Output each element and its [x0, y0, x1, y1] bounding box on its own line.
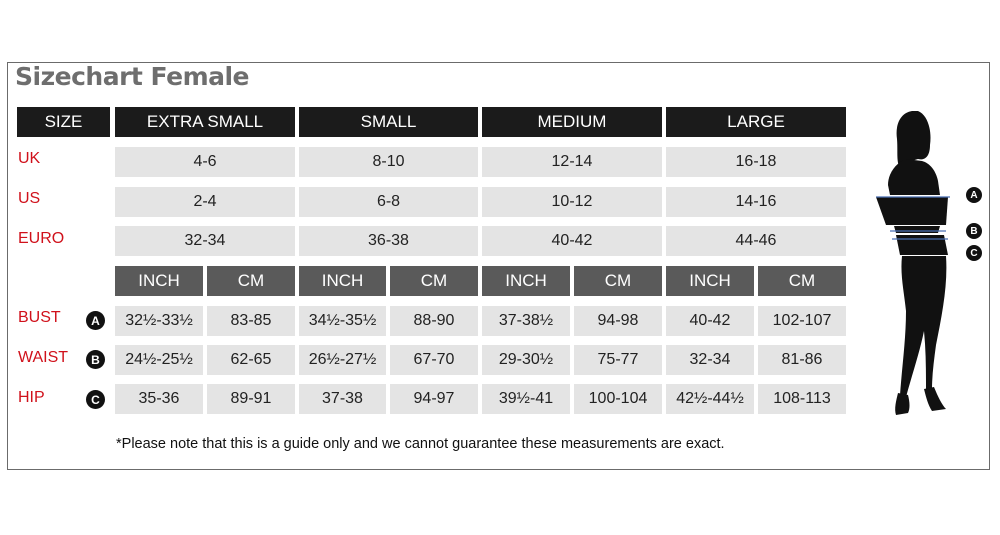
- figure-badge-c-icon: C: [966, 245, 982, 261]
- cell-waist-xs-cm: 62-65: [207, 345, 295, 375]
- cell-bust-m-cm: 94-98: [574, 306, 662, 336]
- unit-header-xs-cm: CM: [207, 266, 295, 296]
- cell-hip-xs-cm: 89-91: [207, 384, 295, 414]
- cell-us-xs: 2-4: [115, 187, 295, 217]
- cell-hip-xs-inch: 35-36: [115, 384, 203, 414]
- cell-bust-xs-inch: 32½-33½: [115, 306, 203, 336]
- cell-bust-m-inch: 37-38½: [482, 306, 570, 336]
- cell-euro-l: 44-46: [666, 226, 846, 256]
- bust-badge-icon: A: [86, 311, 105, 330]
- header-large: LARGE: [666, 107, 846, 137]
- row-label-us: US: [18, 190, 41, 207]
- cell-uk-m: 12-14: [482, 147, 662, 177]
- cell-uk-s: 8-10: [299, 147, 478, 177]
- hip-badge-icon: C: [86, 390, 105, 409]
- cell-bust-s-inch: 34½-35½: [299, 306, 386, 336]
- page-title: Sizechart Female: [15, 62, 250, 91]
- cell-waist-l-inch: 32-34: [666, 345, 754, 375]
- cell-bust-xs-cm: 83-85: [207, 306, 295, 336]
- cell-hip-s-inch: 37-38: [299, 384, 386, 414]
- cell-euro-s: 36-38: [299, 226, 478, 256]
- header-size: SIZE: [17, 107, 110, 137]
- cell-euro-xs: 32-34: [115, 226, 295, 256]
- cell-us-l: 14-16: [666, 187, 846, 217]
- unit-header-l-cm: CM: [758, 266, 846, 296]
- cell-hip-l-inch: 42½-44½: [666, 384, 754, 414]
- cell-euro-m: 40-42: [482, 226, 662, 256]
- unit-header-xs-inch: INCH: [115, 266, 203, 296]
- cell-bust-l-cm: 102-107: [758, 306, 846, 336]
- cell-hip-l-cm: 108-113: [758, 384, 846, 414]
- unit-header-m-cm: CM: [574, 266, 662, 296]
- cell-hip-m-cm: 100-104: [574, 384, 662, 414]
- row-label-hip: HIP: [18, 389, 45, 406]
- cell-waist-m-cm: 75-77: [574, 345, 662, 375]
- unit-header-s-inch: INCH: [299, 266, 386, 296]
- waist-badge-icon: B: [86, 350, 105, 369]
- row-label-bust: BUST: [18, 309, 61, 326]
- figure-badge-a-icon: A: [966, 187, 982, 203]
- disclaimer-note: *Please note that this is a guide only and we cannot guarantee these measurements are exact.: [116, 436, 725, 452]
- cell-waist-s-cm: 67-70: [390, 345, 478, 375]
- header-extra-small: EXTRA SMALL: [115, 107, 295, 137]
- figure-badge-b-icon: B: [966, 223, 982, 239]
- cell-us-m: 10-12: [482, 187, 662, 217]
- cell-waist-xs-inch: 24½-25½: [115, 345, 203, 375]
- unit-header-l-inch: INCH: [666, 266, 754, 296]
- unit-header-s-cm: CM: [390, 266, 478, 296]
- female-silhouette-icon: [866, 105, 986, 425]
- cell-waist-l-cm: 81-86: [758, 345, 846, 375]
- cell-waist-s-inch: 26½-27½: [299, 345, 386, 375]
- header-medium: MEDIUM: [482, 107, 662, 137]
- cell-waist-m-inch: 29-30½: [482, 345, 570, 375]
- cell-uk-l: 16-18: [666, 147, 846, 177]
- unit-header-m-inch: INCH: [482, 266, 570, 296]
- cell-hip-s-cm: 94-97: [390, 384, 478, 414]
- cell-hip-m-inch: 39½-41: [482, 384, 570, 414]
- cell-us-s: 6-8: [299, 187, 478, 217]
- header-small: SMALL: [299, 107, 478, 137]
- cell-uk-xs: 4-6: [115, 147, 295, 177]
- row-label-euro: EURO: [18, 230, 65, 247]
- cell-bust-s-cm: 88-90: [390, 306, 478, 336]
- cell-bust-l-inch: 40-42: [666, 306, 754, 336]
- row-label-uk: UK: [18, 150, 41, 167]
- row-label-waist: WAIST: [18, 349, 69, 366]
